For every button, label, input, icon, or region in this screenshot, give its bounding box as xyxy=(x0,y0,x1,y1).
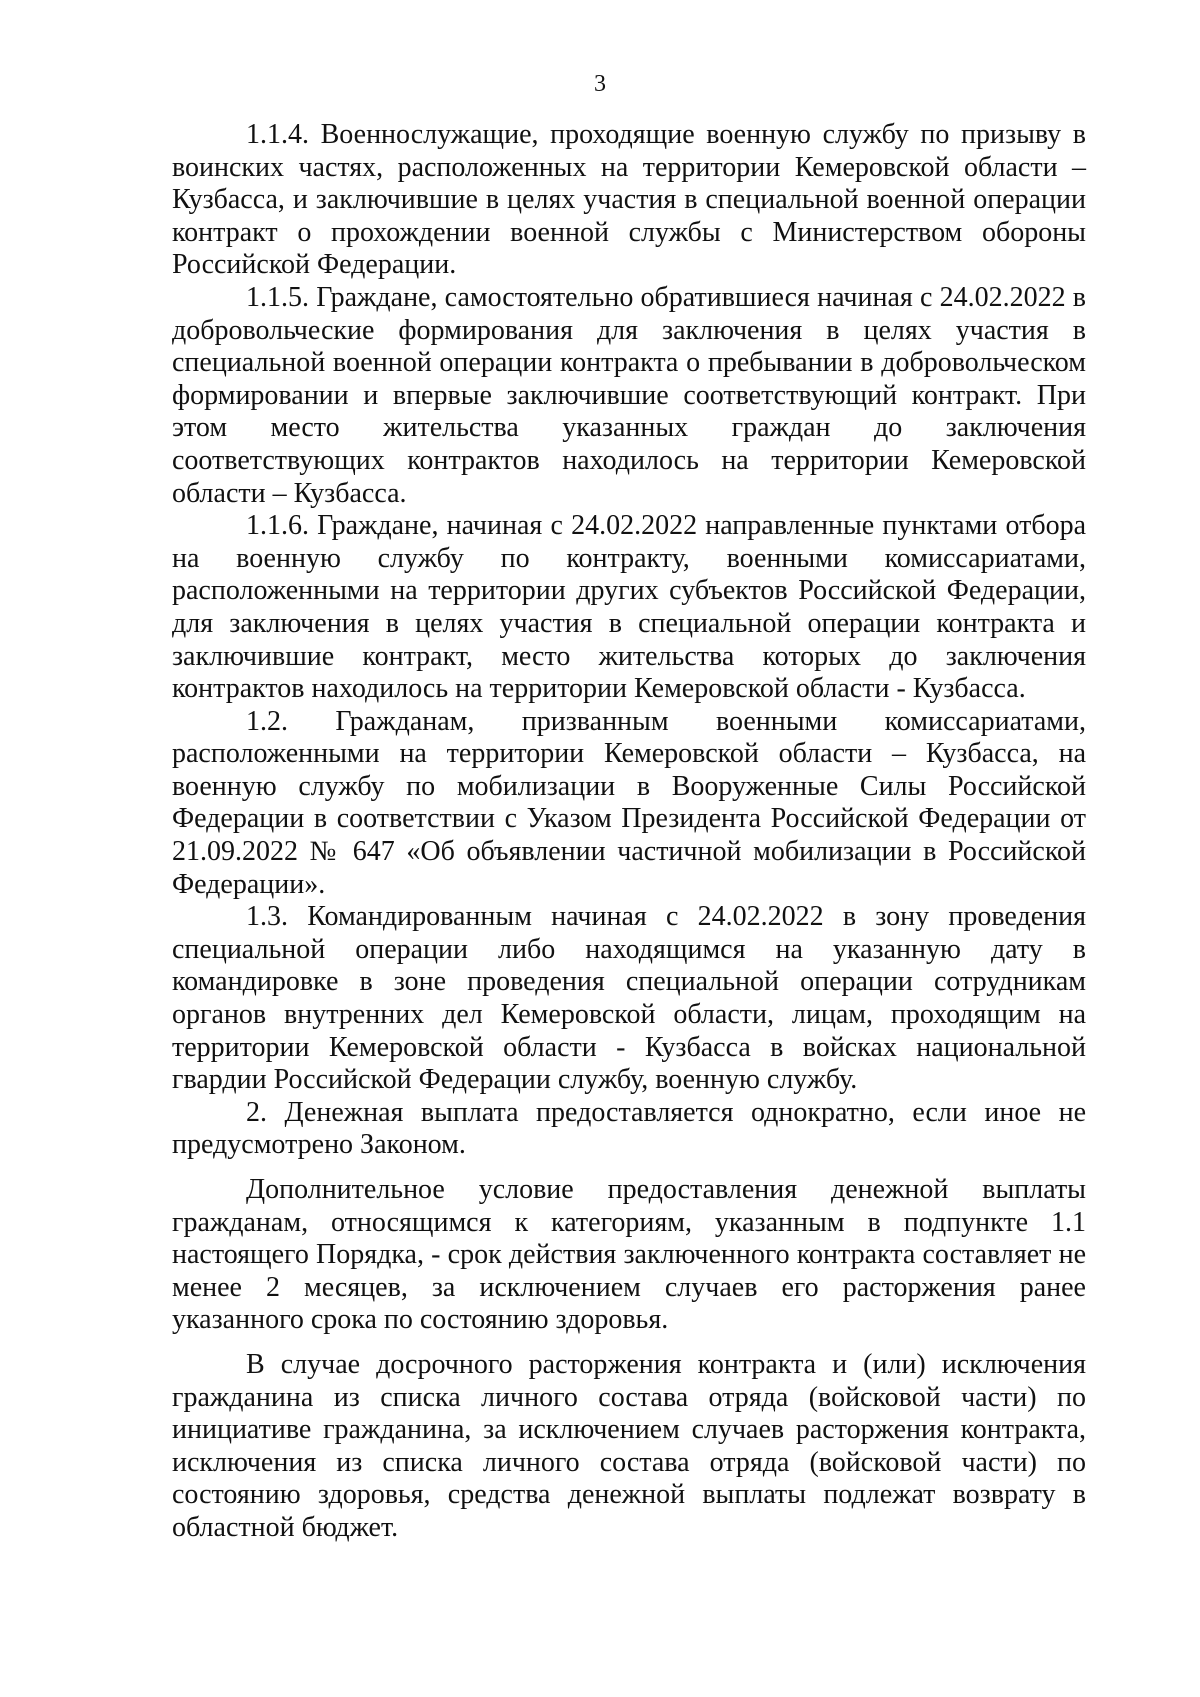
paragraph-1-3: 1.3. Командированным начиная с 24.02.2022 в зону проведения специальной операции либо находящимся на указанную дату в командировке в зоне проведения специальной операции сотрудникам органов внутренних дел Кемеровской области, лицам, проходящим на территории Кемеровской области - Кузбасса в войсках национальной гвардии Российской Федерации службу, военную службу. xyxy=(172,901,1086,1096)
paragraph-1-1-5: 1.1.5. Граждане, самостоятельно обратившиеся начиная с 24.02.2022 в добровольческие формирования для заключения в целях участия в специальной военной операции контракта о пребывании в добровольческом формировании и впервые заключившие соответствующий контракт. При этом место жительства указанных граждан до заключения соответствующих контрактов находилось на территории Кемеровской области – Кузбасса. xyxy=(172,281,1086,509)
document-body xyxy=(172,119,1086,1545)
paragraph-additional-condition: Дополнительное условие предоставления денежной выплаты гражданам, относящимся к категориям, указанным в подпункте 1.1 настоящего Порядка, - срок действия заключенного контракта составляет не менее 2 месяцев, за исключением случаев его расторжения ранее указанного срока по состоянию здоровья. xyxy=(172,1174,1086,1336)
paragraph-1-1-4: 1.1.4. Военнослужащие, проходящие военную службу по призыву в воинских частях, расположенных на территории Кемеровской области – Кузбасса, и заключившие в целях участия в специальной военной операции контракт о прохождении военной службы с Министерством обороны Российской Федерации. xyxy=(172,119,1086,281)
page-number: 3 xyxy=(594,71,606,97)
paragraph-1-2: 1.2. Гражданам, призванным военными комиссариатами, расположенными на территории Кемеровской области – Кузбасса, на военную службу по мобилизации в Вооруженные Силы Российской Федерации в соответствии с Указом Президента Российской Федерации от 21.09.2022 № 647 «Об объявлении частичной мобилизации в Российской Федерации». xyxy=(172,705,1086,900)
paragraph-2: 2. Денежная выплата предоставляется однократно, если иное не предусмотрено Законом. xyxy=(172,1096,1086,1161)
paragraph-1-1-6: 1.1.6. Граждане, начиная с 24.02.2022 направленные пунктами отбора на военную службу по контракту, военными комиссариатами, расположенными на территории других субъектов Российской Федерации, для заключения в целях участия в специальной операции контракта и заключившие контракт, место жительства которых до заключения контрактов находилось на территории Кемеровской области - Кузбасса. xyxy=(172,510,1086,705)
paragraph-early-termination: В случае досрочного расторжения контракта и (или) исключения гражданина из списка личного состава отряда (войсковой части) по инициативе гражданина, за исключением случаев расторжения контракта, исключения из списка личного состава отряда (войсковой части) по состоянию здоровья, средства денежной выплаты подлежат возврату в областной бюджет. xyxy=(172,1348,1086,1543)
